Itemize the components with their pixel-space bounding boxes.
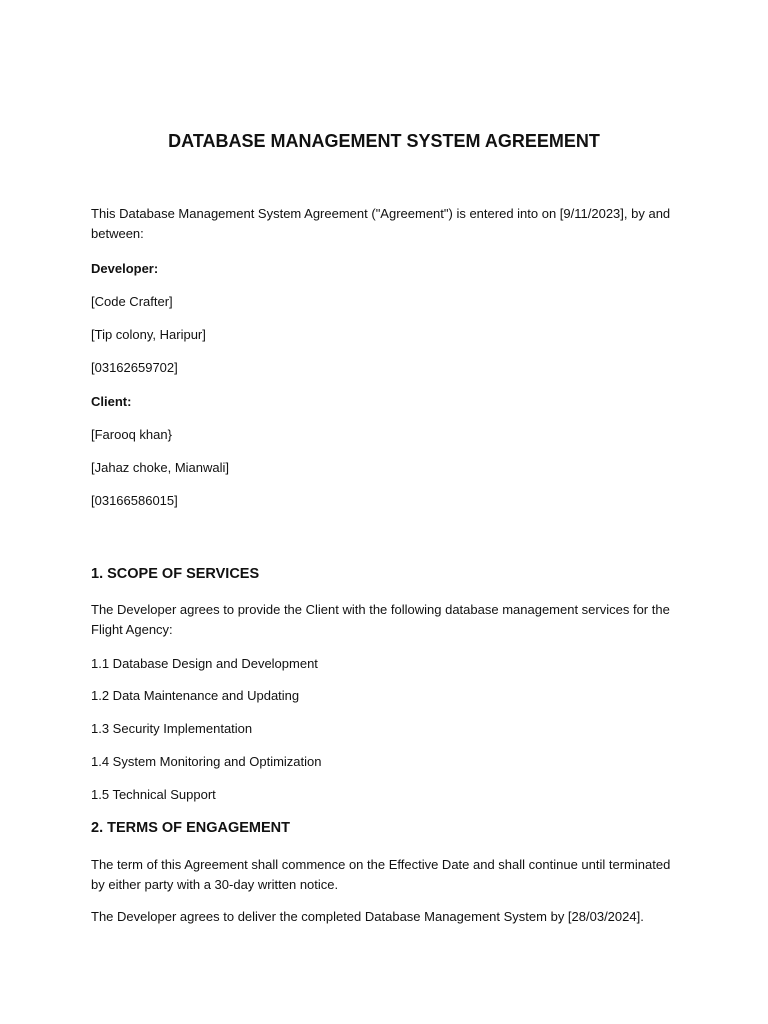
- developer-phone: [03162659702]: [91, 360, 178, 375]
- section2-heading: 2. TERMS OF ENGAGEMENT: [91, 820, 290, 836]
- section2-paragraph-1: The term of this Agreement shall commence on the Effective Date and shall continue until terminated by either party with a 30-day written notice.: [91, 857, 671, 892]
- list-item: 1.1 Database Design and Development: [91, 656, 318, 671]
- list-item: 1.5 Technical Support: [91, 787, 216, 802]
- developer-address: [Tip colony, Haripur]: [91, 327, 206, 342]
- list-item: 1.3 Security Implementation: [91, 721, 253, 736]
- document-title: DATABASE MANAGEMENT SYSTEM AGREEMENT: [168, 131, 600, 151]
- developer-name: [Code Crafter]: [91, 294, 173, 309]
- intro-paragraph: This Database Management System Agreement ("Agreement") is entered into on [9/11/2023], by and between:: [91, 206, 671, 241]
- section1-intro: The Developer agrees to provide the Client with the following database management services for the Flight Agency:: [91, 602, 670, 637]
- section1-heading: 1. SCOPE OF SERVICES: [91, 566, 260, 582]
- list-item: 1.2 Data Maintenance and Updating: [91, 688, 300, 703]
- list-item: 1.4 System Monitoring and Optimization: [91, 754, 322, 769]
- developer-heading: Developer:: [91, 261, 159, 276]
- client-heading: Client:: [91, 394, 132, 409]
- section2-paragraph-2: The Developer agrees to deliver the completed Database Management System by [28/03/2024].: [91, 909, 644, 924]
- client-phone: [03166586015]: [91, 493, 178, 508]
- client-name: [Farooq khan}: [91, 427, 172, 442]
- client-address: [Jahaz choke, Mianwali]: [91, 460, 230, 475]
